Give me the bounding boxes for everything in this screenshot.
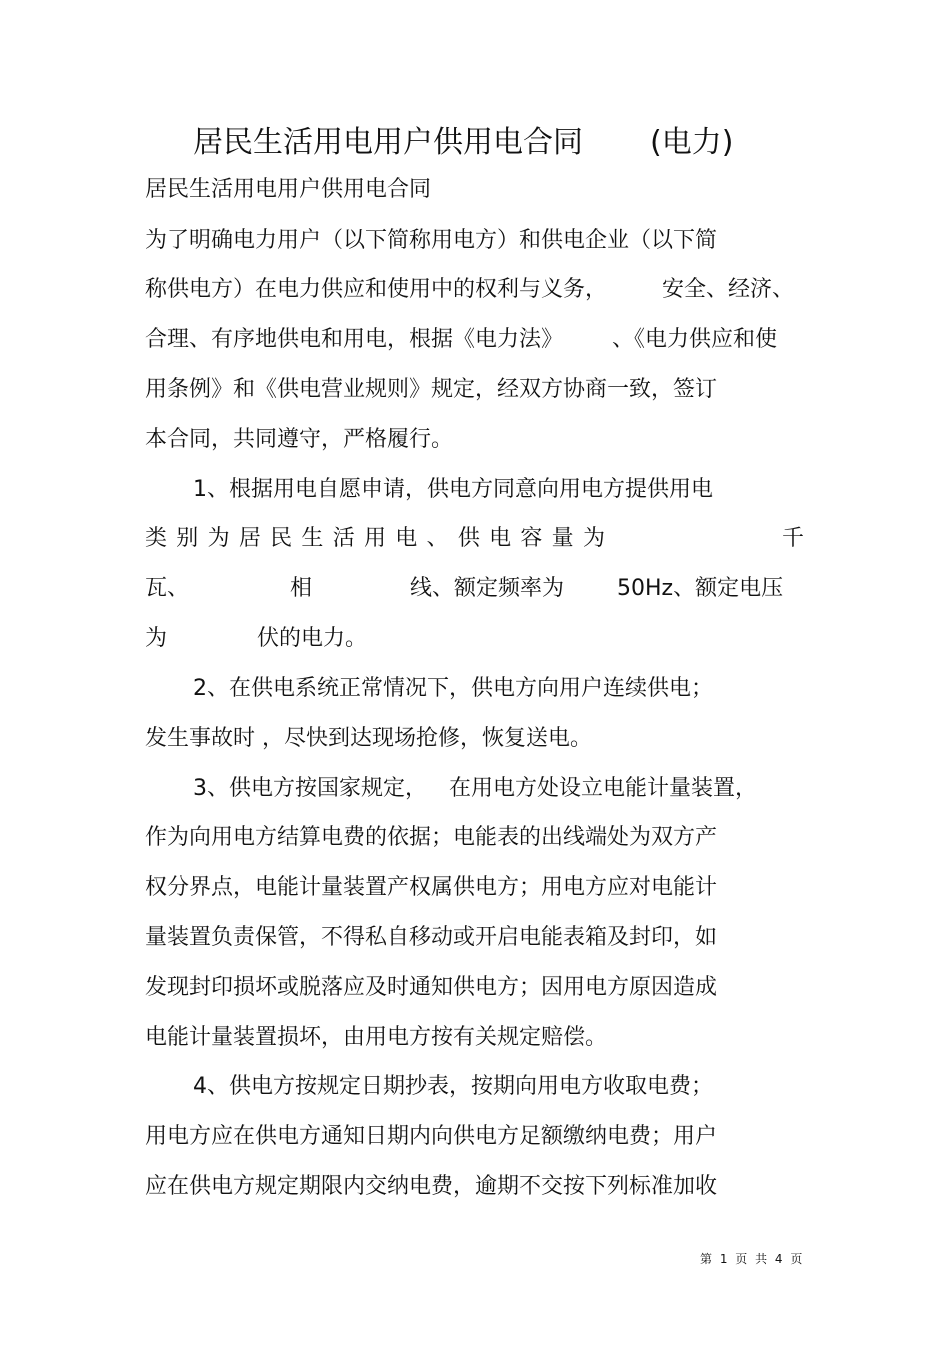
- spaced-char: 为: [207, 526, 230, 551]
- clause-2-line: 2、在供电系统正常情况下，供电方向用户连续供电；: [193, 676, 713, 701]
- document-subtitle: 居民生活用电用户供用电合同: [145, 177, 432, 202]
- spaced-char: 供: [457, 526, 480, 551]
- spaced-char: 为: [582, 526, 605, 551]
- document-title: 居民生活用电用户供用电合同: [193, 125, 583, 160]
- spaced-char: 容: [520, 526, 543, 551]
- intro-line: 称供电方）在电力供应和使用中的权利与义务，: [145, 277, 608, 302]
- spaced-char: 、: [426, 526, 449, 551]
- clause-1-text: 伏的电力。: [257, 626, 368, 651]
- clause-1-text: 千: [782, 526, 805, 551]
- clause-3-line: 作为向用电方结算电费的依据；电能表的出线端处为双方产: [145, 825, 718, 850]
- clause-1-line: 1、根据用电自愿申请，供电方同意向用电方提供用电: [193, 477, 713, 502]
- spaced-char: 民: [270, 526, 293, 551]
- spaced-char: 量: [551, 526, 574, 551]
- clause-4-line: 4、供电方按规定日期抄表，按期向用电方收取电费；: [193, 1074, 713, 1099]
- spaced-char: 生: [301, 526, 324, 551]
- clause-3-line: 电能计量装置损坏，由用电方按有关规定赔偿。: [145, 1025, 608, 1050]
- intro-line: 用条例》和《供电营业规则》规定，经双方协商一致，签订: [145, 377, 718, 402]
- clause-3-line: 权分界点，电能计量装置产权属供电方；用电方应对电能计: [145, 875, 718, 900]
- intro-line: 合理、有序地供电和用电，根据《电力法》: [145, 327, 564, 352]
- intro-line: 本合同，共同遵守，严格履行。: [145, 427, 454, 452]
- spaced-char: 别: [176, 526, 199, 551]
- clause-1-text: 为: [145, 626, 168, 651]
- clause-1-text: 线、额定频率为: [410, 576, 565, 601]
- clause-3-line: 在用电方处设立电能计量装置，: [449, 776, 758, 801]
- clause-4-line: 用电方应在供电方通知日期内向供电方足额缴纳电费；用户: [145, 1124, 718, 1149]
- spaced-char: 电: [489, 526, 512, 551]
- document-title-suffix: (电力): [650, 125, 734, 160]
- spaced-char: 类: [145, 526, 168, 551]
- spaced-char: 居: [238, 526, 261, 551]
- intro-line: 、《电力供应和使: [612, 327, 778, 352]
- clause-1-text: 瓦、: [145, 576, 190, 601]
- clause-1-text: 相: [290, 576, 313, 601]
- clause-1-text: 50Hz、额定电压: [617, 576, 784, 601]
- clause-1-spaced-line: [145, 524, 605, 554]
- intro-line: 安全、经济、: [662, 277, 795, 302]
- intro-line: 为了明确电力用户（以下简称用电方）和供电企业（以下简: [145, 228, 718, 253]
- clause-4-line: 应在供电方规定期限内交纳电费，逾期不交按下列标准加收: [145, 1174, 718, 1199]
- clause-3-line: 3、供电方按国家规定，: [193, 776, 427, 801]
- page-number-footer: 第 1 页 共 4 页: [700, 1252, 805, 1266]
- clause-3-line: 量装置负责保管，不得私自移动或开启电能表箱及封印，如: [145, 925, 718, 950]
- clause-3-line: 发现封印损坏或脱落应及时通知供电方；因用电方原因造成: [145, 975, 718, 1000]
- clause-2-line: 发生事故时 ，尽快到达现场抢修，恢复送电。: [145, 726, 592, 751]
- spaced-char: 用: [363, 526, 386, 551]
- spaced-char: 电: [395, 526, 418, 551]
- spaced-char: 活: [332, 526, 355, 551]
